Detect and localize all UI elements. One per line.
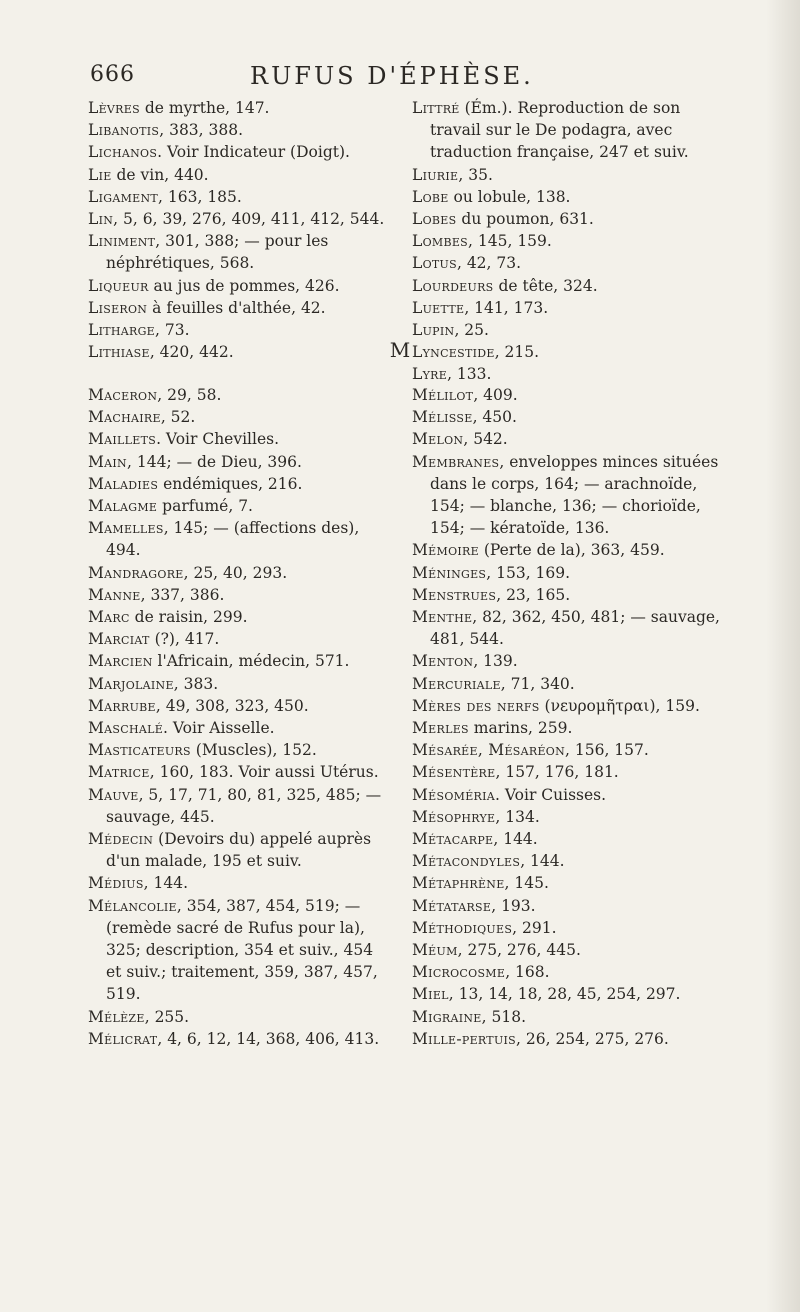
index-references: , 134.: [495, 807, 540, 826]
index-entry: [412, 806, 724, 828]
index-entry: [88, 186, 388, 208]
index-headword: Lin: [88, 210, 114, 229]
index-headword: Métacarpe: [412, 830, 494, 849]
index-entry: [412, 208, 722, 230]
index-entry: [88, 895, 393, 1006]
section-letter: M: [389, 338, 411, 362]
index-entry: [412, 297, 722, 319]
index-headword: Matrice: [88, 763, 150, 782]
index-headword: Mille-pertuis: [412, 1029, 517, 1048]
index-references: , 145; — (affections des), 494.: [106, 519, 360, 560]
index-entry: [412, 761, 724, 783]
index-headword: Méum: [412, 941, 458, 960]
index-entry: [412, 451, 724, 540]
index-entry: [88, 451, 393, 473]
index-references: , 26, 254, 275, 276.: [516, 1029, 669, 1048]
index-references: , 73.: [155, 321, 190, 340]
index-headword: Mélancolie: [88, 896, 177, 915]
index-references: , 518.: [481, 1007, 527, 1026]
index-references: , 383, 388.: [159, 121, 244, 140]
index-references: ou lobule, 138.: [448, 187, 571, 206]
index-references: , 4, 6, 12, 14, 368, 406, 413.: [157, 1029, 380, 1048]
index-references: , 144; — de Dieu, 396.: [127, 452, 302, 471]
index-entry: [412, 230, 722, 252]
index-headword: Mamelles: [88, 519, 164, 538]
index-references: , 193.: [491, 896, 536, 915]
index-headword: Méthodiques: [412, 918, 513, 937]
index-references: du poumon, 631.: [456, 210, 594, 229]
index-entry: [88, 628, 393, 650]
index-headword: Lyre: [412, 365, 448, 384]
index-headword: Manne: [88, 585, 141, 604]
index-entry: [88, 428, 393, 450]
index-references: , 145, 159.: [468, 232, 552, 251]
index-entry: [412, 673, 724, 695]
index-entry: [412, 939, 724, 961]
index-headword: Luette: [412, 298, 465, 317]
index-headword: Lupin: [412, 321, 455, 340]
index-references: , 144.: [143, 874, 189, 893]
index-references: (?), 417.: [149, 630, 220, 649]
index-headword: Lobe: [412, 187, 449, 206]
index-headword: Mésentère: [412, 763, 496, 782]
index-references: au jus de pommes, 426.: [148, 276, 340, 295]
index-column-right-bottom: [412, 384, 724, 1050]
index-entry: [412, 695, 724, 717]
index-references: , 139.: [473, 652, 518, 671]
index-references: , 35.: [458, 165, 493, 184]
index-references: , 141, 173.: [464, 298, 549, 317]
index-entry: [88, 1006, 393, 1028]
index-references: , 157, 176, 181.: [495, 763, 619, 782]
index-entry: [88, 230, 388, 274]
index-references: , 49, 308, 323, 450.: [155, 696, 309, 715]
index-entry: [412, 739, 724, 761]
index-entry: [88, 141, 388, 163]
index-headword: Miel: [412, 985, 449, 1004]
index-entry: [412, 562, 724, 584]
index-headword: Métacondyles: [412, 852, 521, 871]
index-headword: Menthe: [412, 608, 473, 627]
index-headword: Mères des nerfs: [412, 696, 540, 715]
index-headword: Ligament: [88, 187, 159, 206]
index-entry: [412, 717, 724, 739]
index-headword: Maceron: [88, 386, 158, 404]
index-entry: [412, 872, 724, 894]
index-headword: Machaire: [88, 408, 161, 427]
index-references: , 144.: [520, 852, 565, 871]
index-references: de tête, 324.: [493, 276, 598, 295]
index-entry: [412, 384, 724, 406]
index-headword: Lotus: [412, 254, 457, 273]
index-entry: [88, 650, 393, 672]
index-references: , 5, 6, 39, 276, 409, 411, 412, 544.: [113, 210, 385, 229]
index-references: , 156, 157.: [565, 741, 649, 760]
index-headword: Lie: [88, 165, 112, 184]
index-headword: Lourdeurs: [412, 276, 494, 295]
index-headword: Marc: [88, 608, 130, 627]
index-references: , 52.: [160, 408, 196, 427]
index-references: , enveloppes minces situées dans le corps, 164; — arachnoïde, 154; — blanche, 136; — chorioïde, 154; — kératoïde, 136.: [430, 452, 719, 538]
index-headword: Membranes: [412, 452, 500, 471]
index-entry: [88, 695, 393, 717]
index-headword: Mésarée, Mésaréon: [412, 741, 566, 760]
index-entry: [88, 828, 393, 872]
index-entry: [88, 495, 393, 517]
index-headword: Mauve: [88, 785, 139, 804]
index-entry: [412, 650, 724, 672]
index-headword: Mésoméria: [412, 785, 496, 804]
index-headword: Liniment: [88, 232, 156, 251]
index-references: , 153, 169.: [486, 563, 571, 582]
index-headword: Mercuriale: [412, 674, 501, 693]
index-entry: [412, 1028, 724, 1050]
index-references: . Voir Indicateur (Doigt).: [157, 143, 350, 162]
index-entry: [88, 562, 393, 584]
index-headword: Médecin: [88, 830, 154, 849]
index-entry: [88, 384, 393, 406]
index-entry: [412, 606, 724, 650]
index-references: marins, 259.: [468, 719, 573, 738]
index-headword: Médius: [88, 874, 144, 893]
index-entry: [412, 97, 722, 164]
index-headword: Mélèze: [88, 1007, 145, 1026]
index-entry: [412, 784, 724, 806]
index-references: (Perte de la), 363, 459.: [478, 541, 665, 560]
index-entry: [412, 275, 722, 297]
index-entry: [88, 784, 393, 828]
index-references: . Voir Chevilles.: [156, 430, 280, 449]
index-references: , 163, 185.: [158, 187, 242, 206]
index-headword: Masticateurs: [88, 741, 191, 760]
index-references: . Voir Cuisses.: [495, 785, 607, 804]
index-entry: [412, 983, 724, 1005]
index-headword: Mélilot: [412, 386, 474, 404]
index-headword: Mélicrat: [88, 1029, 158, 1048]
index-headword: Marrube: [88, 696, 156, 715]
index-references: , 409.: [473, 386, 518, 404]
index-references: , 82, 362, 450, 481; — sauvage, 481, 544.: [430, 608, 720, 649]
index-references: , 337, 386.: [140, 585, 225, 604]
index-headword: Menton: [412, 652, 474, 671]
index-headword: Lombes: [412, 232, 469, 251]
index-references: , 23, 165.: [496, 585, 571, 604]
index-entry: [88, 673, 393, 695]
index-references: , 354, 387, 454, 519; — (remède sacré de Rufus pour la), 325; description, 354 et suiv., 454 et suiv.; traitement, 359, 387, 457, 519.: [106, 896, 378, 1004]
index-headword: Méninges: [412, 563, 487, 582]
index-headword: Liurie: [412, 165, 459, 184]
index-column-left-bottom: [88, 384, 393, 1050]
index-headword: Merles: [412, 719, 469, 738]
index-headword: Marcien: [88, 652, 153, 671]
index-references: , 542.: [463, 430, 508, 449]
index-references: , 133.: [447, 365, 492, 384]
index-headword: Lèvres: [88, 99, 140, 117]
index-references: , 42, 73.: [456, 254, 522, 273]
index-headword: Marjolaine: [88, 674, 174, 693]
index-references: , 5, 17, 71, 80, 81, 325, 485; — sauvage, 445.: [106, 785, 382, 826]
index-headword: Mélisse: [412, 408, 473, 427]
index-headword: Libanotis: [88, 121, 160, 140]
index-references: à feuilles d'althée, 42.: [147, 298, 326, 317]
index-headword: Litharge: [88, 321, 156, 340]
index-headword: Maschalé: [88, 719, 164, 738]
index-entry: [88, 97, 388, 119]
index-references: endémiques, 216.: [158, 474, 303, 493]
index-entry: [412, 584, 724, 606]
index-references: , 144.: [493, 830, 538, 849]
index-references: , 420, 442.: [149, 343, 234, 362]
index-entry: [412, 539, 724, 561]
index-headword: Lobes: [412, 210, 457, 229]
index-entry: [412, 895, 724, 917]
index-entry: [412, 406, 724, 428]
index-entry: [88, 761, 393, 783]
index-entry: [88, 297, 388, 319]
index-references: , 301, 388; — pour les néphrétiques, 568.: [106, 232, 329, 273]
index-headword: Métaphrène: [412, 874, 505, 893]
index-headword: Maladies: [88, 474, 159, 493]
index-references: (Devoirs du) appelé auprès d'un malade, 195 et suiv.: [106, 830, 372, 871]
index-entry: [88, 406, 393, 428]
index-headword: Mésophrye: [412, 807, 496, 826]
index-entry: [88, 208, 388, 230]
index-entry: [88, 584, 393, 606]
page-edge-shadow: [766, 0, 800, 1312]
index-headword: Lichanos: [88, 143, 158, 162]
index-headword: Microcosme: [412, 963, 506, 982]
index-headword: Liseron: [88, 298, 148, 317]
index-entry: [412, 961, 724, 983]
index-column-left-top: [88, 97, 388, 363]
index-references: , 25.: [454, 321, 489, 340]
index-entry: [88, 473, 393, 495]
index-references: , 145.: [504, 874, 549, 893]
index-headword: Migraine: [412, 1007, 482, 1026]
index-entry: [412, 186, 722, 208]
index-references: , 255.: [144, 1007, 190, 1026]
index-entry: [412, 428, 724, 450]
index-entry: [412, 917, 724, 939]
index-entry: [88, 1028, 393, 1050]
index-references: de raisin, 299.: [129, 608, 248, 627]
index-headword: Melon: [412, 430, 464, 449]
index-entry: [412, 1006, 724, 1028]
index-references: , 25, 40, 293.: [183, 563, 288, 582]
index-references: de myrthe, 147.: [139, 99, 270, 117]
index-entry: [412, 828, 724, 850]
index-references: , 29, 58.: [157, 386, 222, 404]
index-entry: [88, 606, 393, 628]
index-references: , 215.: [494, 343, 540, 362]
index-entry: [88, 164, 388, 186]
running-head: RUFUS D'ÉPHÈSE.: [250, 62, 534, 90]
index-entry: [88, 275, 388, 297]
index-references: , 383.: [173, 674, 219, 693]
index-entry: [412, 363, 722, 385]
index-entry: [412, 164, 722, 186]
index-references: (Muscles), 152.: [190, 741, 317, 760]
index-references: , 291.: [512, 918, 557, 937]
index-references: l'Africain, médecin, 571.: [152, 652, 350, 671]
index-references: , 13, 14, 18, 28, 45, 254, 297.: [448, 985, 681, 1004]
index-references: , 168.: [505, 963, 550, 982]
index-headword: Malagme: [88, 497, 158, 516]
index-references: de vin, 440.: [111, 165, 209, 184]
index-entry: [412, 850, 724, 872]
index-headword: Maillets: [88, 430, 157, 449]
index-headword: Littré: [412, 99, 460, 117]
index-headword: Liqueur: [88, 276, 149, 295]
index-entry: [412, 252, 722, 274]
index-headword: Mémoire: [412, 541, 479, 560]
index-references: , 275, 276, 445.: [457, 941, 581, 960]
index-headword: Menstrues: [412, 585, 497, 604]
index-entry: [88, 119, 388, 141]
index-references: (νευρομῆτραι), 159.: [539, 696, 700, 715]
index-entry: [88, 717, 393, 739]
index-headword: Main: [88, 452, 127, 471]
index-references: , 160, 183. Voir aussi Utérus.: [149, 763, 379, 782]
index-entry: [88, 872, 393, 894]
index-headword: Mandragore: [88, 563, 184, 582]
index-references: , 71, 340.: [500, 674, 575, 693]
index-references: . Voir Aisselle.: [163, 719, 275, 738]
index-references: (Ém.). Reproduction de son travail sur le De podagra, avec traduction française, 247 et suiv.: [430, 99, 689, 162]
index-headword: Lyncestide: [412, 343, 495, 362]
index-entry: [88, 739, 393, 761]
index-headword: Marciat: [88, 630, 150, 649]
index-entry: [88, 517, 393, 561]
index-references: , 450.: [472, 408, 517, 427]
page-header: [90, 62, 710, 102]
index-headword: Métatarse: [412, 896, 492, 915]
page-number: 666: [90, 62, 135, 87]
index-headword: Lithiase: [88, 343, 150, 362]
index-references: parfumé, 7.: [157, 497, 253, 516]
